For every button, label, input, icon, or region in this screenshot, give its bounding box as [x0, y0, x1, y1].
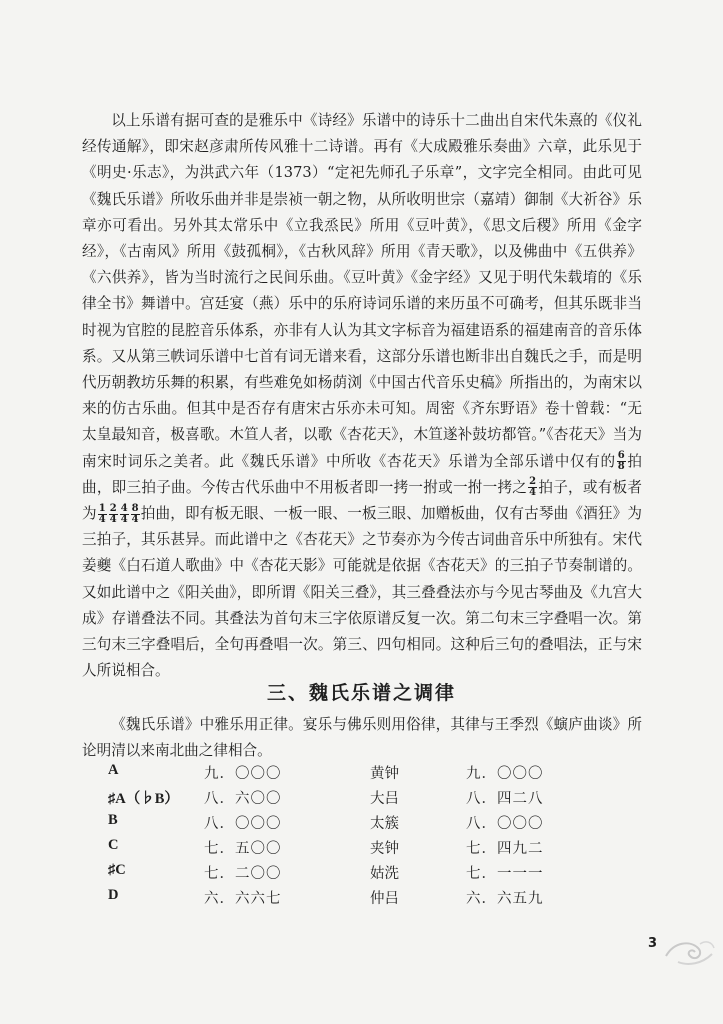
note-name: ♯A（♭B） — [108, 791, 179, 807]
time-signature-6-8 — [617, 451, 626, 472]
paragraph-text: 拍曲，即三拍子曲。今传古代乐曲中不用板者即一拷一拊或一拊一拷之 — [82, 452, 642, 496]
lu-value: 七．一一一 — [466, 866, 544, 882]
note-value: 六．六六七 — [204, 891, 282, 907]
fraction-denominator: 4 — [131, 513, 139, 525]
fraction-numerator: 8 — [131, 502, 139, 514]
note-value: 七．二〇〇 — [204, 866, 282, 882]
fraction-numerator: 2 — [529, 476, 537, 488]
lu-value: 六．六五九 — [466, 891, 544, 907]
note-value: 八．〇〇〇 — [204, 816, 282, 832]
note-name: A — [108, 762, 119, 778]
fraction-numerator: 1 — [98, 502, 106, 514]
note-value: 八．六〇〇 — [204, 791, 282, 807]
time-signature-1-4 — [98, 504, 107, 525]
lu-name: 夹钟 — [370, 841, 399, 857]
fraction-numerator: 6 — [617, 450, 625, 462]
paragraph-text: 拍子，或有板者为 — [82, 478, 642, 523]
fraction-denominator: 4 — [120, 513, 128, 525]
fraction-denominator: 4 — [109, 513, 117, 525]
fraction-denominator: 4 — [529, 487, 537, 499]
note-name: B — [108, 812, 118, 828]
time-signature-2-4 — [528, 477, 537, 498]
time-signature-8-4 — [131, 504, 140, 525]
table-row — [108, 887, 588, 911]
section-heading: 三、魏氏乐谱之调律 — [266, 682, 456, 704]
fraction-denominator: 8 — [617, 461, 625, 473]
fraction-numerator: 2 — [109, 502, 117, 514]
note-name: D — [108, 887, 119, 903]
time-signature-4-4 — [120, 504, 129, 525]
fraction-numerator: 4 — [120, 502, 128, 514]
fraction-denominator: 4 — [98, 513, 106, 525]
swirl-ornament-icon — [660, 934, 716, 968]
lu-name: 大吕 — [370, 791, 399, 807]
lu-value: 八．〇〇〇 — [466, 816, 544, 832]
note-value: 九．〇〇〇 — [204, 766, 282, 782]
lu-value: 七．四九二 — [466, 841, 544, 857]
lu-name: 太簇 — [370, 816, 399, 832]
paragraph-text: 以上乐谱有据可查的是雅乐中《诗经》乐谱中的诗乐十二曲出自宋代朱熹的《仪礼经传通解》，即宋赵彦肃所传风雅十二诗谱。再有《大成殿雅乐奏曲》六章，此乐见于《明史·乐志》，为洪武六年（1373）“定祀先师孔子乐章”，文字完全相同。由此可见《魏氏乐谱》所收乐曲并非是崇祯一朝之物，从所收明世宗（嘉靖）御制《大祈谷》乐章亦可看出。另外其太常乐中《立我烝民》所用《豆叶黄》，《思文后稷》所用《金字经》，《古南风》所用《鼓孤桐》，《古秋风辞》所用《青天歌》，以及佛曲中《五供养》《六供养》，皆为当时流行之民间乐曲。《豆叶黄》《金字经》又见于明代朱载堉的《乐律全书》舞谱中。宫廷宴（燕）乐中的乐府诗词乐谱的来历虽不可确考，但其乐既非当时视为官腔的昆腔音乐体系，亦非有人认为其文字标音为福建语系的福建南音的音乐体系。又从第三帙词乐谱中七首有词无谱来看，这部分乐谱也断非出自魏氏之手，而是明代历朝教坊乐舞的积累，有些难免如杨荫浏《中国古代音乐史稿》所指出的，为南宋以来的仿古乐曲。但其中是否存有唐宋古乐亦未可知。周密《齐东野语》卷十曾载：“无太皇最知音，极喜歌。木笪人者，以歌《杏花天》，木笪遂补鼓坊都管。”《杏花天》当为南宋时词乐之美者。此《魏氏乐谱》中所收《杏花天》乐谱为全部乐谱中仅有的 — [82, 112, 642, 470]
table-row — [108, 812, 588, 836]
lu-value: 八．四二八 — [466, 791, 544, 807]
lu-name: 姑洗 — [370, 866, 399, 882]
body-paragraph-2: 《魏氏乐谱》中雅乐用正律。宴乐与佛乐则用俗律，其律与王季烈《螾庐曲谈》所论明清以来南北曲之律相合。 — [82, 716, 642, 760]
page-number: 3 — [648, 936, 658, 951]
lu-value: 九．〇〇〇 — [466, 766, 544, 782]
note-value: 七．五〇〇 — [204, 841, 282, 857]
paragraph-text: 拍曲，即有板无眼、一板一眼、一板三眼、加赠板曲，仅有古琴曲《酒狂》为三拍子，其乐甚异。而此谱中之《杏花天》之节奏亦为今传古词曲音乐中所独有。宋代姜夔《白石道人歌曲》中《杏花天影》可能就是依据《杏花天》的三拍子节奏制谱的。又如此谱中之《阳关曲》，即所谓《阳关三叠》，其三叠叠法亦与今见古琴曲及《九宫大成》存谱叠法不同。其叠法为首句末三字依原谱反复一次。第二句末三字叠唱一次。第三句末三字叠唱后，全句再叠唱一次。第三、四句相同。这种后三句的叠唱法，正与宋人所说相合。 — [82, 505, 642, 680]
table-row — [108, 787, 588, 811]
lu-name: 黄钟 — [370, 766, 399, 782]
table-row — [108, 862, 588, 886]
note-name: ♯C — [108, 862, 126, 878]
table-row — [108, 837, 588, 861]
body-paragraph-1 — [82, 108, 642, 684]
note-name: C — [108, 837, 119, 853]
lu-name: 仲吕 — [370, 891, 399, 907]
table-row — [108, 762, 588, 786]
time-signature-2-4 — [109, 504, 118, 525]
